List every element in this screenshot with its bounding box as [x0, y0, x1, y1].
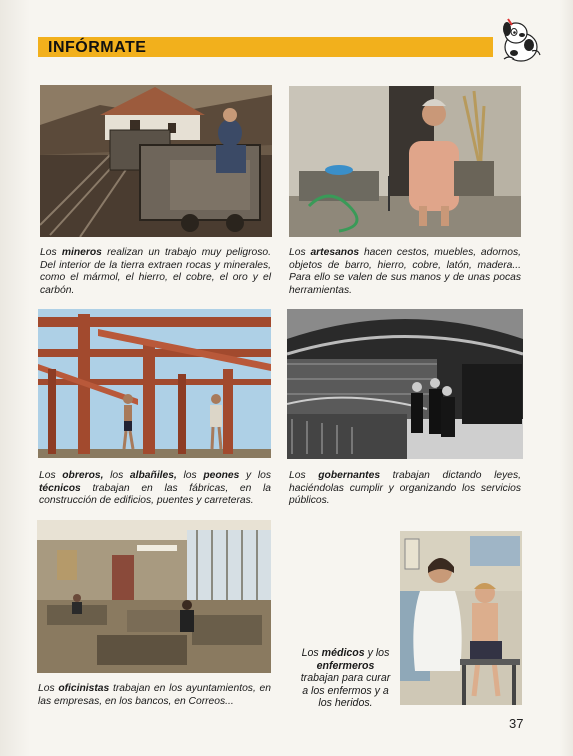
- term-miners: mineros: [61, 247, 102, 258]
- section-title: INFÓRMATE: [48, 39, 147, 56]
- photo-construction-workers: [38, 309, 271, 458]
- photo-miners: [40, 85, 272, 237]
- term-office-workers: oficinistas: [58, 683, 110, 694]
- caption-artisans: Los artesanos hacen cestos, muebles, adornos, objetos de barro, hierro, cobre, latón, madera... Para ello se valen de sus manos y de unas pocas herramientas.: [289, 247, 521, 296]
- caption-doctors: Los médicos y los enfermeros trabajan para curar a los enfermos y a los heridos.: [300, 647, 391, 710]
- photo-doctors: [400, 531, 522, 705]
- mascot-dog-illustration: [494, 15, 544, 65]
- photo-government: [287, 309, 523, 459]
- caption-office-workers: Los oficinistas trabajan en los ayuntamientos, en las empresas, en los bancos, en Correos...: [38, 683, 271, 707]
- term-government: gobernantes: [318, 470, 381, 481]
- term-artisans: artesanos: [310, 247, 360, 258]
- photo-office-workers: [37, 520, 271, 673]
- caption-government: Los gobernantes trabajan dictando leyes, haciéndolas cumplir y organizando los servicios públicos.: [289, 470, 522, 507]
- page-number: 37: [509, 716, 524, 731]
- caption-construction-workers: Los obreros, los albañiles, los peones y los técnicos trabajan en las fábricas, en la construcción de edificios, puentes y carreteras.: [39, 470, 271, 507]
- photo-artisans: [289, 86, 521, 237]
- caption-miners: Los mineros realizan un trabajo muy peligroso. Del interior de la tierra extraen rocas y minerales, como el mármol, el hierro, el cobre, el oro y el carbón.: [40, 247, 271, 296]
